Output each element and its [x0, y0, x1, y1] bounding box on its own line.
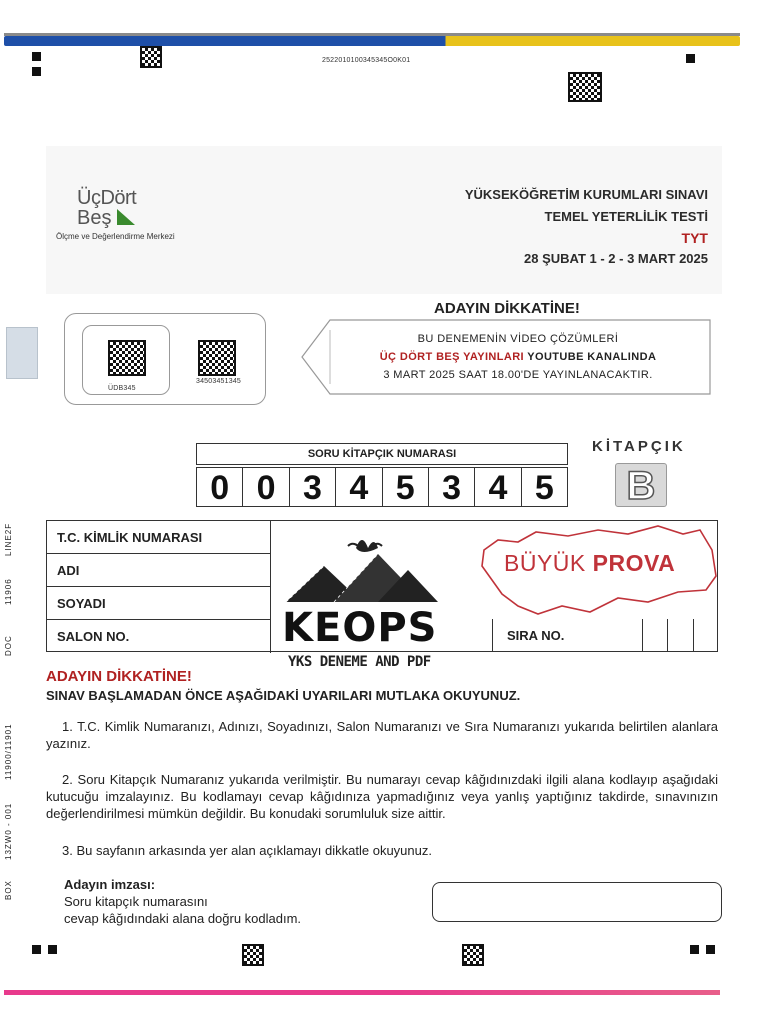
announcement-line2 [328, 348, 708, 366]
notice-paragraph-1: 1. T.C. Kimlik Numaranızı, Adınızı, Soyadınızı, Salon Numaranızı ve Sıra Numaranızı yukarıda belirtilen alanlara yazınız. [46, 719, 718, 751]
top-color-bar [4, 36, 740, 46]
name-field[interactable]: ADI [47, 554, 271, 587]
stamp-word1: BÜYÜK [504, 550, 586, 576]
watermark-subtitle: YKS DENEME AND PDF [288, 654, 431, 670]
qr-label-left: ÜDB345 [108, 385, 136, 392]
booklet-digit: 4 [475, 468, 521, 506]
logo-text-line1: ÜçDört [77, 187, 137, 209]
side-code: 13ZW0 - 001 [4, 802, 13, 860]
side-line-label: LINE2F [4, 522, 13, 556]
side-number: 11906 [4, 578, 13, 605]
booklet-number-digits [196, 467, 568, 507]
stamp-text [504, 550, 675, 577]
qr-code-icon [462, 944, 484, 966]
booklet-digit: 3 [429, 468, 475, 506]
qr-code-icon [568, 72, 602, 102]
publisher-name: ÜÇ DÖRT BEŞ YAYINLARI [379, 351, 525, 363]
announcement-line1: BU DENEMENİN VİDEO ÇÖZÜMLERİ [417, 333, 619, 345]
signature-line1: Soru kitapçık numarasını [64, 894, 208, 909]
side-tab [6, 327, 38, 379]
qr-code-icon [108, 340, 146, 376]
exam-title: YÜKSEKÖĞRETİM KURUMLARI SINAVI [464, 187, 708, 202]
logo-text-line2: Beş [77, 207, 112, 229]
seat-number-cells[interactable] [642, 619, 718, 652]
side-box-label: BOX [4, 880, 13, 900]
surname-field[interactable]: SOYADI [47, 587, 271, 620]
stamp-word2: PROVA [592, 550, 676, 576]
timing-mark [32, 945, 41, 954]
logo-triangle-icon [117, 209, 135, 225]
announcement-line2-rest: YOUTUBE KANALINDA [524, 351, 657, 363]
timing-mark [686, 54, 695, 63]
exam-subtitle: TEMEL YETERLİLİK TESTİ [544, 209, 708, 224]
booklet-digit: 0 [197, 468, 243, 506]
barcode-text: 2522010100345345O0K01 [322, 57, 411, 64]
bottom-color-bar [4, 990, 720, 995]
booklet-type-value: B [615, 463, 667, 507]
seat-number-label: SIRA NO. [492, 619, 642, 652]
timing-mark [32, 52, 41, 61]
side-code2: 11900/11901 [4, 723, 13, 780]
qr-label-right: 34503451345 [196, 378, 242, 385]
announcement-text [328, 330, 708, 384]
booklet-digit: 5 [383, 468, 429, 506]
exam-code: TYT [681, 230, 708, 246]
watermark-brand: KEOPS [282, 605, 438, 651]
exam-dates: 28 ŞUBAT 1 - 2 - 3 MART 2025 [524, 251, 708, 266]
signature-line2: cevap kâğıdındaki alana doğru kodladım. [64, 911, 302, 926]
notice-subtitle: SINAV BAŞLAMADAN ÖNCE AŞAĞIDAKİ UYARILARI MUTLAKA OKUYUNUZ. [46, 688, 521, 703]
timing-mark [48, 945, 57, 954]
booklet-number-label: SORU KİTAPÇIK NUMARASI [196, 443, 568, 465]
qr-code-icon [242, 944, 264, 966]
timing-mark [706, 945, 715, 954]
announcement-line3: 3 MART 2025 SAAT 18.00'DE YAYINLANACAKTIR. [383, 369, 653, 381]
notice-title: ADAYIN DİKKATİNE! [46, 668, 192, 685]
booklet-digit: 4 [336, 468, 382, 506]
announcement-title: ADAYIN DİKKATİNE! [434, 300, 580, 317]
logo-subtitle: Ölçme ve Değerlendirme Merkezi [56, 232, 175, 241]
signature-title: Adayın imzası: [64, 877, 156, 892]
qr-code-icon [198, 340, 236, 376]
pyramid-lotus-icon [278, 526, 460, 610]
notice-paragraph-2: 2. Soru Kitapçık Numaranız yukarıda verilmiştir. Bu numarayı cevap kâğıdınızdaki ilgili alana kodlayıp aşağıdaki kutucuğu imzalayınız. Bu kodlamayı cevap kâğıdınıza yapmadığınız veya yanlış yaptığınız takdirde, sınavınızın değerlendirilmesi mümkün değildir. Bu konudaki sorumluluk size aittir. [46, 772, 718, 821]
timing-mark [32, 67, 41, 76]
booklet-digit: 5 [534, 469, 554, 507]
booklet-type-label: KİTAPÇIK [592, 438, 686, 455]
timing-mark [690, 945, 699, 954]
salon-field[interactable]: SALON NO. [47, 620, 271, 653]
booklet-digit: 3 [290, 468, 336, 506]
tc-id-field[interactable]: T.C. KİMLİK NUMARASI [47, 521, 271, 554]
notice-paragraph-3: 3. Bu sayfanın arkasında yer alan açıklamayı dikkatle okuyunuz. [62, 843, 432, 858]
booklet-digit: 0 [243, 468, 289, 506]
signature-box[interactable] [432, 882, 722, 922]
side-doc-label: DOC [4, 635, 13, 656]
qr-code-icon [140, 46, 162, 68]
